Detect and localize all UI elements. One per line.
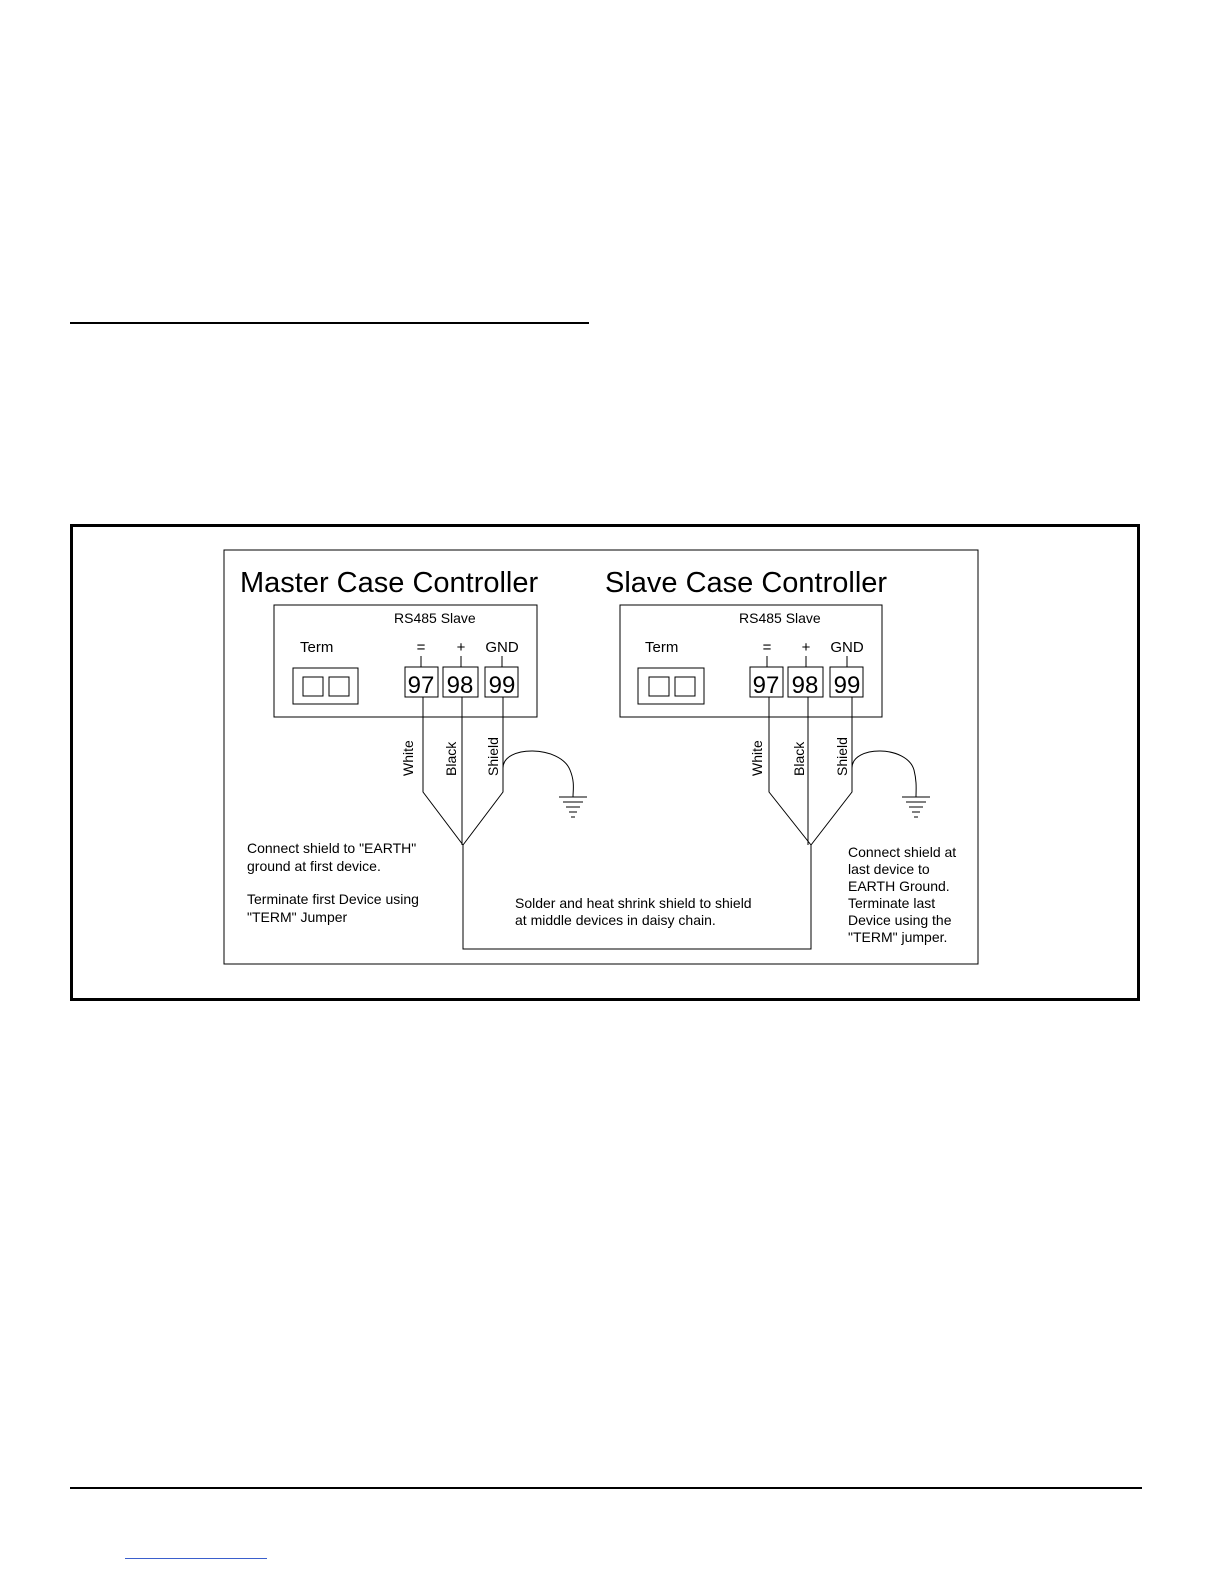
svg-text:Solder and heat shrink shield: Solder and heat shrink shield to shield xyxy=(515,895,752,911)
footer-rule xyxy=(70,1487,1142,1489)
slave-wire-black-label: Black xyxy=(791,741,807,776)
note-middle-solder xyxy=(515,895,752,928)
slave-minus-label: = xyxy=(762,639,772,656)
svg-text:Terminate first Device using: Terminate first Device using xyxy=(247,891,419,907)
master-term-jumper xyxy=(293,668,358,704)
slave-title: Slave Case Controller xyxy=(605,567,888,599)
master-terminal-99 xyxy=(485,667,518,699)
svg-text:ground at first device.: ground at first device. xyxy=(247,858,381,874)
slave-term-label: Term xyxy=(645,639,679,656)
master-terminal-98 xyxy=(443,667,478,699)
slave-term-jumper xyxy=(638,668,704,704)
master-wire-white-label: White xyxy=(400,740,416,776)
svg-text:Device using the: Device using the xyxy=(848,912,952,928)
svg-text:"TERM" jumper.: "TERM" jumper. xyxy=(848,929,948,945)
slave-wire-white-label: White xyxy=(749,740,765,776)
slave-gnd-label: GND xyxy=(830,639,864,656)
master-earth-ground-icon xyxy=(559,797,587,817)
svg-text:99: 99 xyxy=(488,672,516,699)
note-left-shield xyxy=(247,840,416,874)
master-wire-shield-label: Shield xyxy=(485,737,501,776)
master-wire-black-label: Black xyxy=(443,741,459,776)
master-minus-label: = xyxy=(416,639,426,656)
note-left-terminate xyxy=(247,891,419,925)
svg-text:"TERM" Jumper: "TERM" Jumper xyxy=(247,909,348,925)
slave-terminal-97 xyxy=(750,667,783,699)
svg-text:98: 98 xyxy=(791,672,819,699)
svg-text:97: 97 xyxy=(752,672,780,699)
master-terminal-97 xyxy=(405,667,438,699)
svg-text:last device to: last device to xyxy=(848,861,930,877)
master-plus-label: + xyxy=(456,639,466,656)
slave-earth-ground-icon xyxy=(902,797,930,817)
slave-terminal-99 xyxy=(830,667,863,699)
svg-text:at middle devices in daisy cha: at middle devices in daisy chain. xyxy=(515,912,716,928)
svg-text:Terminate last: Terminate last xyxy=(848,895,936,911)
slave-terminal-98 xyxy=(788,667,823,699)
note-right-shield xyxy=(848,844,956,945)
svg-text:Connect shield at: Connect shield at xyxy=(848,844,957,860)
slave-plus-label: + xyxy=(801,639,811,656)
slave-wire-shield-label: Shield xyxy=(834,737,850,776)
master-port-label: RS485 Slave xyxy=(394,610,476,626)
svg-text:99: 99 xyxy=(833,672,861,699)
master-term-label: Term xyxy=(300,639,334,656)
footer-link-underline[interactable] xyxy=(125,1558,267,1559)
svg-text:Connect shield to "EARTH": Connect shield to "EARTH" xyxy=(247,840,417,856)
slave-port-label: RS485 Slave xyxy=(739,610,821,626)
svg-text:98: 98 xyxy=(446,672,474,699)
svg-text:EARTH Ground.: EARTH Ground. xyxy=(848,878,950,894)
master-gnd-label: GND xyxy=(485,639,519,656)
svg-text:97: 97 xyxy=(407,672,435,699)
master-title: Master Case Controller xyxy=(240,567,539,599)
